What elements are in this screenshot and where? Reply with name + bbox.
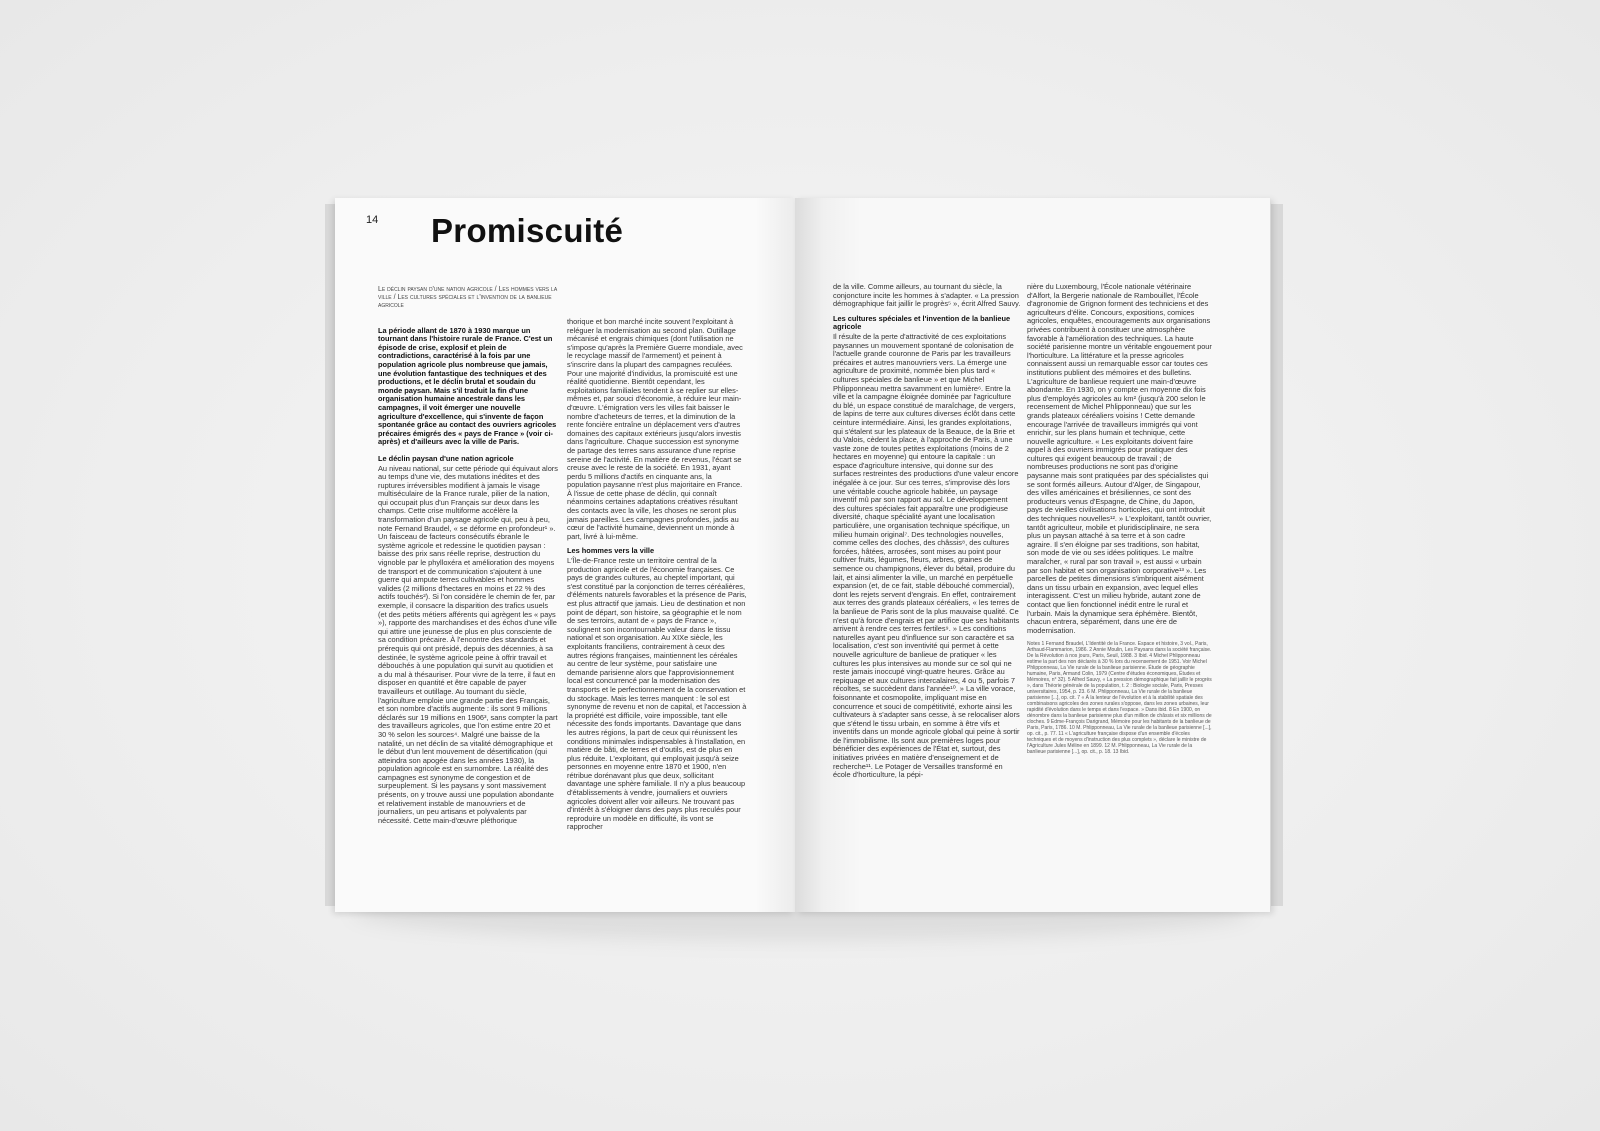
left-page [335, 198, 795, 912]
chapter-kicker: Le déclin paysan d'une nation agricole / Les hommes vers la ville / Les cultures spéciales et l'invention de la banlieue agricole [378, 286, 558, 310]
section-heading-3: Les cultures spéciales et l'invention de la banlieue agricole [833, 313, 1011, 332]
body-text-2: thorique et bon marché incite souvent l'exploitant à reléguer la modernisation au second plan. Outillage mécanisé et engrais chimiques (dont l'utilisation ne s'impose qu'après la Première Guerre mondiale, avec le recyclage massif de l'armement) et peinent à s'inscrire dans la plupart des campagnes reculées. Pour une majorité d'individus, la promiscuité est une réalité quotidienne. Bientôt cependant, les exploitations familiales tendent à se replier sur elles-mêmes et, par souci d'économie, à réduire leur main-d'œuvre. L'émigration vers les villes fait baisser le nombre d'acheteurs de terres, et la diminution de la rente foncière entraîne un déplacement vers d'autres domaines des capitaux extérieurs jusqu'alors investis dans l'agriculture. Chaque succession est synonyme de partage des terres sans assurance d'une reprise sereine de l'activité. En matière de revenus, l'écart se creuse avec le reste de la société. En 1931, ayant perdu 5 millions d'actifs en cinquante ans, la population paysanne n'est plus majoritaire en France. À l'issue de cette phase de déclin, qui connaît néanmoins certaines adaptations créatives résultant des contacts avec la ville, les choses ne seront plus jamais pareilles. Les campagnes profondes, jadis au cœur de l'activité humaine, deviennent un monde à part, livré à lui-même. [567, 317, 743, 541]
section-heading-2: Les hommes vers la ville [567, 546, 655, 556]
open-book [335, 198, 1271, 912]
left-column-2 [567, 318, 747, 833]
page-edge-right [1271, 204, 1283, 906]
body-text-1: Au niveau national, sur cette période qui équivaut alors au temps d'une vie, des mutations inédites et des ruptures irréversibles modifient à jamais le visage multiséculaire de la France rurale, pilier de la nation, qui occupait plus d'un Français sur deux dans les champs. Cette crise multiforme accélère la transformation d'un paysage agricole qui, peu à peu, note Fernand Braudel, « se déforme en profondeur¹ ». Un faisceau de facteurs consécutifs ébranle le système agricole et redessine le quotidien paysan : baisse des prix sans réelle reprise, destruction du vignoble par le phylloxéra et amélioration des moyens de transport et de communication s'ajoutent à une guerre qui ampute terres cultivables et hommes valides (2 millions d'hectares en moins et 22 % des actifs touchés²). Si l'on considère le chemin de fer, par exemple, il consacre la disparition des trafics usuels (et des petits métiers afférents qui agrègent les « pays »), rapporte des marchandises et des échos d'une ville qui attire une jeunesse de plus en plus consciente de sa condition précaire. À l'encontre des standards et prérequis qui ont présidé, depuis des décennies, à sa destinée, le système agricole peine à offrir travail et débouchés à une population qui survit au quotidien et a du mal à thésauriser. Pour vivre de la terre, il faut en disposer en quantité et être capable de payer travailleurs et outillage. Au tournant du siècle, l'agriculture emploie une grande partie des Français, et son nombre d'actifs augmente : ils sont 9 millions déclarés sur 19 millions en 1906³, sans compter la part des travailleurs agricoles, que l'on estime entre 20 et 30 % selon les sources⁴. Malgré une baisse de la natalité, un net déclin de sa vitalité démographique et le début d'un lent mouvement de désertification (qui atteindra son apogée dans les années 1930), la population agricole est en surnombre. La réalité des campagnes est synonyme de congestion et de surpeuplement. Si les paysans y sont massivement présents, on y trouve aussi une population abondante et relativement instable de manouvriers et de journaliers, un peu artisans et polyvalents par nécessité. Cette main-d'œuvre pléthorique [378, 463, 558, 825]
body-text-4: nière du Luxembourg, l'École nationale vétérinaire d'Alfort, la Bergerie nationale de Rambouillet, l'École d'agronomie de Grignon forment des techniciens et des agriculteurs d'élite. Concours, expositions, comices agricoles, enquêtes, encouragements aux organisations privées contribuent à constituer une atmosphère favorable à l'amélioration des techniques. La haute société parisienne montre un véritable engouement pour l'horticulture. La littérature et la presse agricoles connaissent aussi un remarquable essor car toutes ces institutions publient des mémoires et des bulletins. L'agriculture de banlieue requiert une main-d'œuvre abondante. En 1930, on y compte en moyenne dix fois plus d'employés agricoles au km² (jusqu'à 200 selon le recensement de Michel Phlipponneau) que sur les grands plateaux céréaliers voisins ! Cette demande encourage l'arrivée de travailleurs immigrés qui vont enrichir, sur les plans humain et technique, cette nouvelle agriculture. « Les exploitants doivent faire appel à des ouvriers immigrés pour pratiquer des cultures qui exigent beaucoup de travail ; de nombreuses productions ne sont pas d'origine paysanne mais sont pratiquées par des spécialistes qui se sont formés ailleurs. Autour d'Alger, de Singapour, des villes américaines et brésiliennes, ce sont des producteurs venus d'Espagne, de Chine, du Japon, pays de vieilles civilisations horticoles, qui ont introduit des techniques nouvelles¹². » L'exploitant, tantôt ouvrier, tantôt agriculteur, mobile et pluridisciplinaire, ne sera plus un paysan attaché à sa terre et à son cadre agraire. Il s'en éloigne par ses traditions, son habitat, son mode de vie ou ses idées politiques. Le maître maraîcher, « rural par son travail », est aussi « urbain par son habitat et son organisation corporative¹³ ». Les parcelles de petites dimensions s'imbriquent aisément dans un tissu urbain en expansion, avec lequel elles interagissent. C'est un milieu hybride, autant zone de contact que lien fonctionnel inédit entre le rural et l'urbain. Mais la dynamique sera éphémère. Bientôt, chacun entrera, séparément, dans une ère de modernisation. [1027, 282, 1212, 635]
body-text-3b: Il résulte de la perte d'attractivité de ces exploitations paysannes un mouvement spontané de colonisation de l'actuelle grande couronne de Paris par les travailleurs précaires et autres manouvriers vers. La émerge une agriculture de proximité, nommée bien plus tard « cultures spéciales de banlieue » et que Michel Phlipponneau mettra savamment en lumière⁶. Entre la ville et la campagne éloignée dominée par l'agriculture du blé, un espace constitué de maraîchage, de vergers, de lapins de terre aux cultures diverses éclôt dans cette ceinture intermédiaire. Ainsi, les grandes exploitations, qui s'étalent sur les plateaux de la Beauce, de la Brie et du Valois, cèdent la place, à l'approche de Paris, à une vaste zone de toutes petites exploitations (moins de 2 hectares en moyenne) qui entoure la capitale : un espace d'agriculture intensive, qui donne sur des surfaces restreintes des productions d'une valeur encore inégalée à ce jour. Sur ces terres, s'improvise dès lors une véritable couche agricole habitée, un paysage inventif mû par son rapport au sol. Le développement des cultures spéciales fait apparaître une prodigieuse diversité, chaque spécialité ayant une localisation particulière, une organisation technique spécifique, un milieu humain original⁷. Des technologies nouvelles, comme celles des cloches, des châssis⁸, des cultures forcées, hâtées, arrosées, sont mises au point pour cultiver fruits, légumes, fleurs, arbres, graines de semence ou champignons, élever du bétail, produire du lait, et ainsi alimenter la ville, un marché en perpétuelle expansion (et, de ce fait, stable débouché commercial), dont les rejets servent d'engrais. En effet, contrairement aux terres des grands plateaux céréaliers, « les terres de la banlieue de Paris sont de la plus mauvaise qualité. Ce n'est qu'à force d'engrais et par artifice que ses habitants arrivent à rendre ces terres fertiles⁹. » Les conditions naturelles ayant peu d'influence sur son caractère et sa localisation, c'est son inventivité qui permet à cette nouvelle agriculture de banlieue de pratiquer « les cultures les plus intensives au monde sur ce sol qui ne reste jamais inoccupé vingt-quatre heures. Grâce au repiquage et aux cultures intercalaires, 4 ou 5, parfois 7 récoltes, se succèdent dans l'année¹⁰. » La ville vorace, foisonnante et cosmopolite, impliquant mise en concurrence et souci de compétitivité, exhorte ainsi les cultivateurs à s'adapter sans cesse, à se relocaliser alors que s'étend le tissu urbain, en somme à être vifs et inventifs dans un monde agricole global qui peine à sortir de l'immobilisme. Ils sont aux premières loges pour bénéficier des expériences de l'État et, surtout, des initiatives privées en matière d'enseignement et de recherche¹¹. Le Potager de Versailles transformé en école d'horticulture, la pépi- [833, 331, 1020, 780]
body-text-3: de la ville. Comme ailleurs, au tournant du siècle, la conjoncture incite les hommes à s'adapter. « La pression démographique fait jaillir le progrès⁵ », écrit Alfred Sauvy. [833, 282, 1021, 309]
lead-paragraph: La période allant de 1870 à 1930 marque un tournant dans l'histoire rurale de France. C'est un épisode de crise, explosif et plein de contradictions, caractérisé à la fois par une population agricole plus nombreuse que jamais, une évolution fantastique des techniques et des productions, et le déclin brutal et soudain du monde paysan. Mais s'il traduit la fin d'une organisation humaine ancestrale dans les campagnes, il voit émerger une nouvelle agriculture d'excellence, qui s'invente de façon spontanée grâce au contact des ouvriers agricoles précaires émigrés des « pays de France » (voir ci-après) et d'ailleurs avec la ville de Paris. [378, 325, 557, 447]
right-page [795, 198, 1270, 912]
right-column-2 [1027, 283, 1212, 756]
section-heading-1: Le déclin paysan d'une nation agricole [378, 453, 514, 463]
body-text-2b: L'Île-de-France reste un territoire central de la production agricole et de l'économie françaises. Ce pays de grandes cultures, au cheptel important, qui s'est constitué par la conjonction de terres céréalières, d'éléments naturels favorables et la présence de Paris, est plus attractif que jamais. Lieu de destination et non point de départ, son histoire, sa géographie et le nom de ses terroirs, autant de « pays de France », soulignent son incontournable valeur dans le tissu national et son organisation. Au XIXe siècle, les exploitants franciliens, contrairement à ceux des autres régions françaises, maintiennent les céréales au centre de leur système, pour satisfaire une demande parisienne alors que l'approvisionnement local est concurrencé par la modernisation des transports et le perfectionnement de la conservation et du stockage. Mais les terres manquent : le sol est synonyme de revenu et non de capital, et l'accession à la propriété est difficile, voire impossible, tant elle nécessite des fonds importants. Davantage que dans les autres régions, la part de ceux qui réunissent les conditions minimales indispensables à l'installation, en matière de bâti, de terres et d'outils, est de plus en plus réduite. L'exploitant, qui employait jusqu'à seize personnes en moyenne entre 1870 et 1900, n'en rétribue dorénavant plus que deux, sollicitant davantage une sphère familiale. Il n'y a plus beaucoup d'établissements à vendre, journaliers et ouvriers agricoles doivent aller voir ailleurs. Ne trouvant pas d'intérêt à s'éloigner dans des pays plus reculés pour reproduire un modèle en difficulté, ils vont se rapprocher [567, 556, 747, 832]
chapter-title: Promiscuité [431, 212, 624, 249]
page-number: 14 [366, 214, 379, 226]
left-column-1 [378, 286, 558, 826]
footnotes: Notes 1 Fernand Braudel, L'Identité de la France. Espace et histoire, 3 vol., Paris, Arthaud-Flammarion, 1986. 2 Annie Moulin, Les Paysans dans la société française. De la Révolution à nos jours, Paris, Seuil, 1988. 3 Ibid. 4 Michel Phlipponneau estime la part des non déclarés à 30 % lors du recensement de 1951. Voir Michel Phlipponneau, La Vie rurale de la banlieue parisienne. Étude de géographie humaine, Paris, Armand Colin, 1979 (Centre d'études économiques, Études et Mémoires, n° 32). 5 Alfred Sauvy, « La pression démographique fait jaillir le progrès », dans Théorie générale de la population, t. 2 : Biologie sociale, Paris, Presses universitaires, 1954, p. 23. 6 M. Phlipponneau, La Vie rurale de la banlieue parisienne [...], op. cit. 7 « À la lenteur de l'évolution et à la stabilité spatiale des combinaisons agricoles des zones rurales s'oppose, dans les zones urbaines, leur rapidité d'évolution dans le temps et dans l'espace. » Dans ibid. 8 En 1900, on dénombre dans la banlieue parisienne plus d'un million de châssis et six millions de cloches. 9 Edme-François Darigrand, Mémoire pour les habitants de la banlieue de Paris, Paris, 1786. 10 M. Phlipponneau, La Vie rurale de la banlieue parisienne [...], op. cit., p. 77. 11 « L'agriculture française dispose d'un ensemble d'écoles techniques et de moyens d'instruction des plus complets », déclare le ministre de l'Agriculture Jules Méline en 1899. 12 M. Phlipponneau, La Vie rurale de la banlieue parisienne [...], op. cit., p. 18. 13 Ibid. [1027, 641, 1212, 756]
right-column-1 [833, 283, 1021, 781]
